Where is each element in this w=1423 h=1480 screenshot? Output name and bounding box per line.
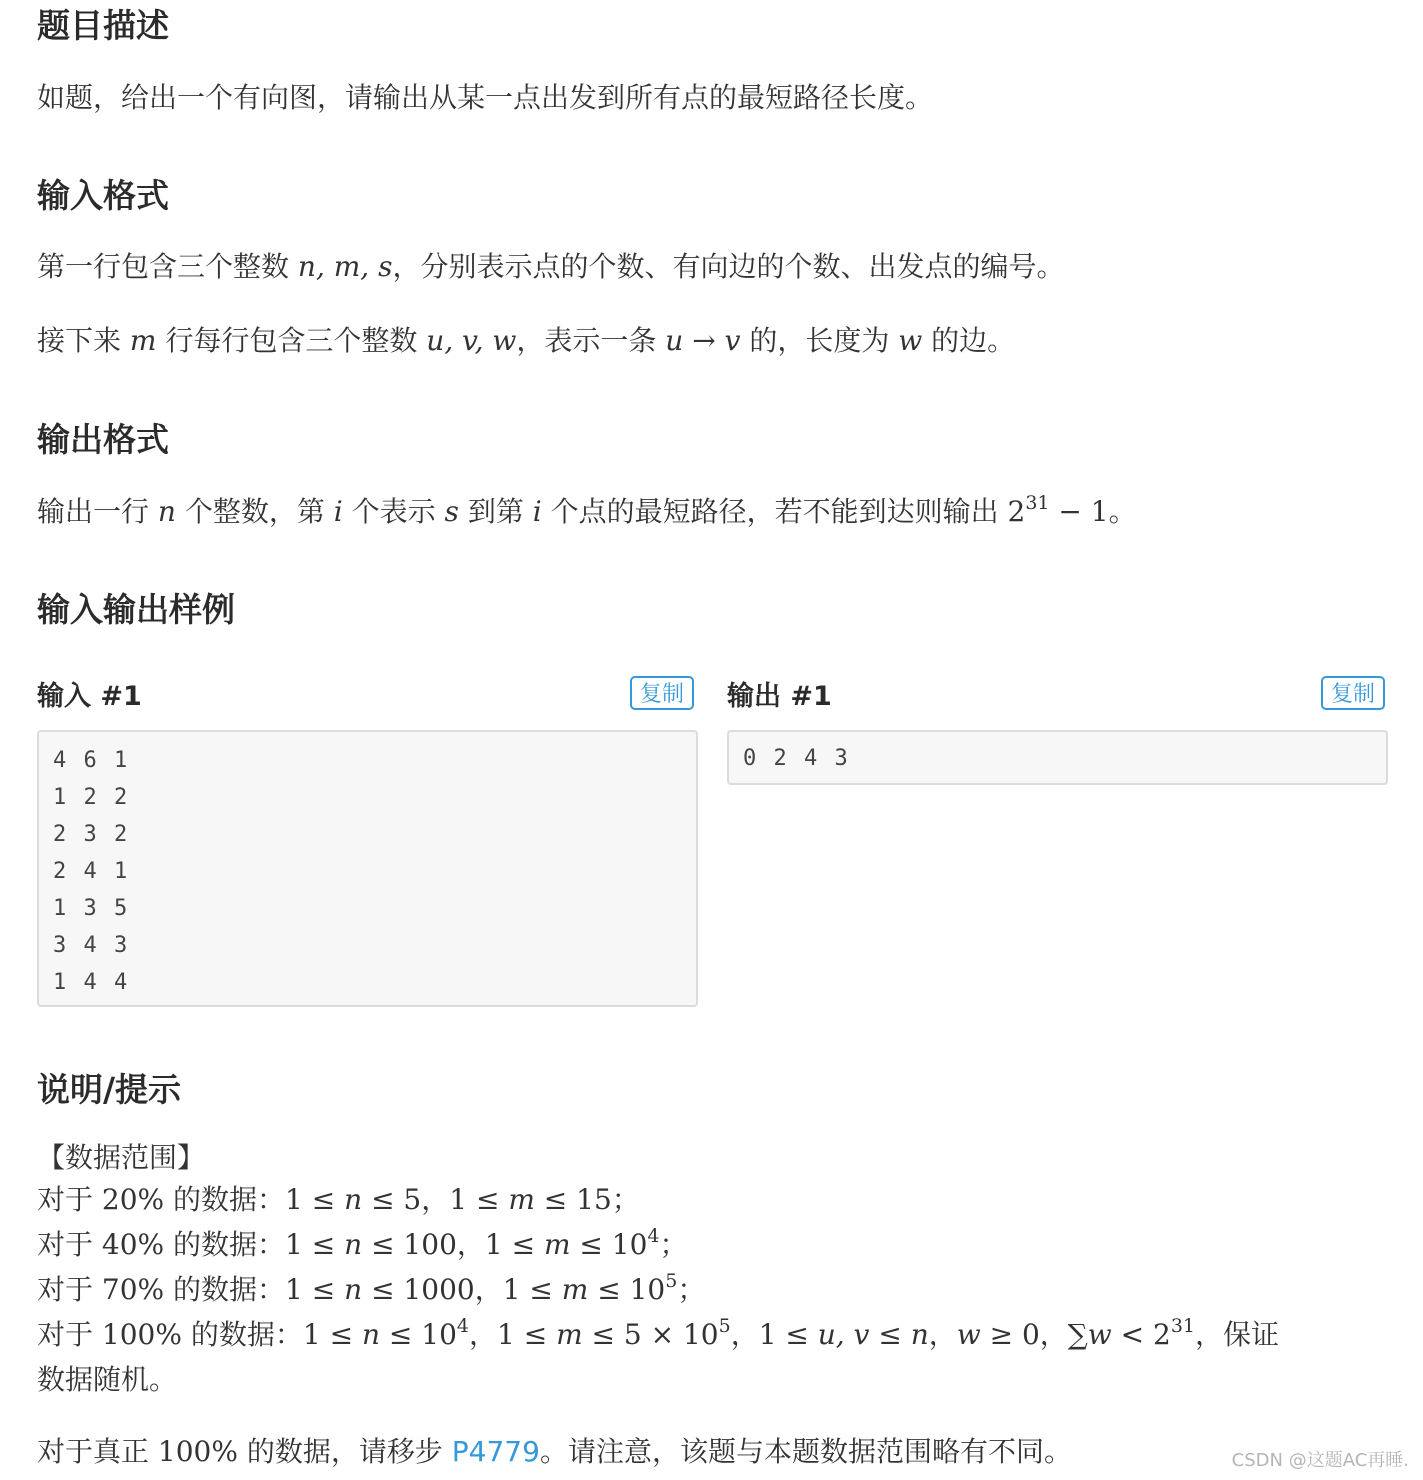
range-row-math: ，1 ≤ xyxy=(468,1318,557,1351)
output-format-text xyxy=(37,492,1137,532)
range-row-math: ≤ 1000，1 ≤ xyxy=(362,1273,562,1306)
input-format-heading: 输入格式 xyxy=(37,176,169,215)
input-format-edge: u → v xyxy=(665,324,741,357)
input-format-var-m: m xyxy=(129,324,157,357)
sample-input-line: 1 3 5 xyxy=(53,896,130,921)
range-row-text: ，保证 xyxy=(1195,1318,1280,1351)
range-row-var: n xyxy=(344,1273,363,1306)
range-row-math: ≤ 5 × 10 xyxy=(582,1318,719,1351)
sample-input-line: 2 3 2 xyxy=(53,822,130,847)
sample-input-title: 输入 #1 xyxy=(37,681,142,712)
range-row-exp: 5 xyxy=(718,1315,731,1337)
input-format-line2 xyxy=(37,321,1015,361)
range-row-math: ≤ 10 xyxy=(570,1228,648,1261)
range-row-text: 对于 xyxy=(37,1273,102,1306)
range-row-text: 对于 xyxy=(37,1228,102,1261)
range-row-percent: 70% xyxy=(101,1273,165,1306)
sample-input-line: 1 2 2 xyxy=(53,785,130,810)
range-row-math: ≤ 10 xyxy=(588,1273,666,1306)
output-format-exp: 31 xyxy=(1025,492,1050,514)
description-heading: 题目描述 xyxy=(37,6,169,45)
range-row-var: n xyxy=(344,1228,363,1261)
range-row-var: n xyxy=(910,1318,929,1351)
range-row-math: < 2 xyxy=(1111,1318,1171,1351)
range-row-math: 1 ≤ xyxy=(285,1273,345,1306)
range-row-var: w xyxy=(956,1318,981,1351)
sample-output-title: 输出 #1 xyxy=(727,681,832,712)
output-format-var-i2: i xyxy=(532,495,542,528)
range-row-var: m xyxy=(543,1228,571,1261)
range-row-text: 的数据： xyxy=(164,1183,286,1216)
range-row-exp: 4 xyxy=(647,1225,660,1247)
hint-note-text: 的数据，请移步 xyxy=(237,1435,452,1468)
sample-input-line: 4 6 1 xyxy=(53,748,130,773)
range-row-math: ≤ 10 xyxy=(380,1318,457,1351)
input-format-line1-prefix: 第一行包含三个整数 xyxy=(37,250,298,283)
csdn-watermark: CSDN @这题AC再睡. xyxy=(1231,1450,1409,1471)
range-row-exp: 5 xyxy=(665,1270,678,1292)
range-row-percent: 100% xyxy=(101,1318,182,1351)
range-row-text: 的数据： xyxy=(181,1318,303,1351)
output-format-end: 。 xyxy=(1108,495,1137,528)
copy-input-button[interactable]: 复制 xyxy=(630,676,694,710)
output-format-c: 个表示 xyxy=(342,495,445,528)
hint-note-percent: 100% xyxy=(157,1435,238,1468)
hint-heading: 说明/提示 xyxy=(37,1070,182,1109)
hint-note-text: 对于真正 xyxy=(37,1435,158,1468)
range-row-text: 的数据： xyxy=(164,1228,286,1261)
range-row-math: ≥ 0，∑ xyxy=(980,1318,1088,1351)
output-format-e: 个点的最短路径，若不能到达则输出 xyxy=(541,495,1008,528)
output-format-var-i1: i xyxy=(333,495,343,528)
range-row-100 xyxy=(37,1315,1279,1355)
range-row-var: w xyxy=(1087,1318,1112,1351)
range-row-20 xyxy=(37,1180,640,1220)
output-format-d: 到第 xyxy=(458,495,533,528)
range-row-text: ， xyxy=(928,1318,957,1351)
range-row-var: m xyxy=(561,1273,589,1306)
output-format-a: 输出一行 xyxy=(37,495,158,528)
range-row-exp: 4 xyxy=(456,1315,469,1337)
output-format-heading: 输出格式 xyxy=(37,420,169,459)
input-format-var-w: w xyxy=(898,324,923,357)
range-row-40 xyxy=(37,1225,688,1265)
range-row-math: 1 ≤ xyxy=(302,1318,362,1351)
range-row-text: 的数据： xyxy=(164,1273,286,1306)
range-row-70 xyxy=(37,1270,705,1310)
input-format-line2-b: 行每行包含三个整数 xyxy=(156,324,427,357)
copy-output-button[interactable]: 复制 xyxy=(1321,676,1385,710)
output-format-base: 2 xyxy=(1007,495,1026,528)
problem-link-p4779[interactable]: P4779 xyxy=(451,1435,540,1468)
output-format-var-n: n xyxy=(157,495,176,528)
range-row-math: ≤ 15； xyxy=(534,1183,640,1216)
range-row-text: 对于 xyxy=(37,1183,102,1216)
sample-output-box xyxy=(727,730,1388,785)
range-row-percent: 40% xyxy=(101,1228,165,1261)
hint-note xyxy=(37,1432,1072,1472)
sample-input-line: 2 4 1 xyxy=(53,859,130,884)
sample-input-line: 3 4 3 xyxy=(53,933,130,958)
range-row-var: n xyxy=(344,1183,363,1216)
input-format-vars-uvw: u, v, w xyxy=(426,324,517,357)
description-text: 如题，给出一个有向图，请输出从某一点出发到所有点的最短路径长度。 xyxy=(37,81,934,114)
range-row-math: ≤ xyxy=(869,1318,911,1351)
range-row-math: ≤ 5，1 ≤ xyxy=(362,1183,509,1216)
input-format-line2-c: ，表示一条 xyxy=(516,324,666,357)
range-row-math: ，1 ≤ xyxy=(730,1318,818,1351)
input-format-line1-suffix: ，分别表示点的个数、有向边的个数、出发点的编号。 xyxy=(392,250,1065,283)
input-format-line2-a: 接下来 xyxy=(37,324,130,357)
range-title: 【数据范围】 xyxy=(37,1141,206,1174)
range-row-math: ； xyxy=(659,1228,688,1261)
hint-note-text: 。请注意，该题与本题数据范围略有不同。 xyxy=(539,1435,1072,1468)
range-row-math: 1 ≤ xyxy=(285,1228,345,1261)
input-format-line1 xyxy=(37,247,1064,287)
input-format-vars-nms: n, m, s xyxy=(297,250,393,283)
range-row-math: 1 ≤ xyxy=(285,1183,345,1216)
input-format-line2-d: 的，长度为 xyxy=(740,324,899,357)
range-row-math: ≤ 100，1 ≤ xyxy=(362,1228,544,1261)
range-row-var: n xyxy=(361,1318,380,1351)
range-row-100-wrap: 数据随机。 xyxy=(37,1363,178,1396)
sample-input-line: 1 4 4 xyxy=(53,970,130,995)
input-format-line2-e: 的边。 xyxy=(922,324,1016,357)
range-row-text: 对于 xyxy=(37,1318,102,1351)
range-row-var: u, v xyxy=(817,1318,870,1351)
output-format-var-s: s xyxy=(444,495,459,528)
samples-heading: 输入输出样例 xyxy=(37,590,235,629)
output-format-tail: − 1 xyxy=(1049,495,1109,528)
range-row-percent: 20% xyxy=(101,1183,165,1216)
output-format-b: 个整数，第 xyxy=(175,495,334,528)
range-row-exp: 31 xyxy=(1170,1315,1196,1337)
range-row-var: m xyxy=(508,1183,535,1216)
sample-input-box xyxy=(37,730,698,1007)
range-row-var: m xyxy=(556,1318,583,1351)
sample-output-line: 0 2 4 3 xyxy=(743,746,850,771)
range-row-math: ； xyxy=(677,1273,706,1306)
